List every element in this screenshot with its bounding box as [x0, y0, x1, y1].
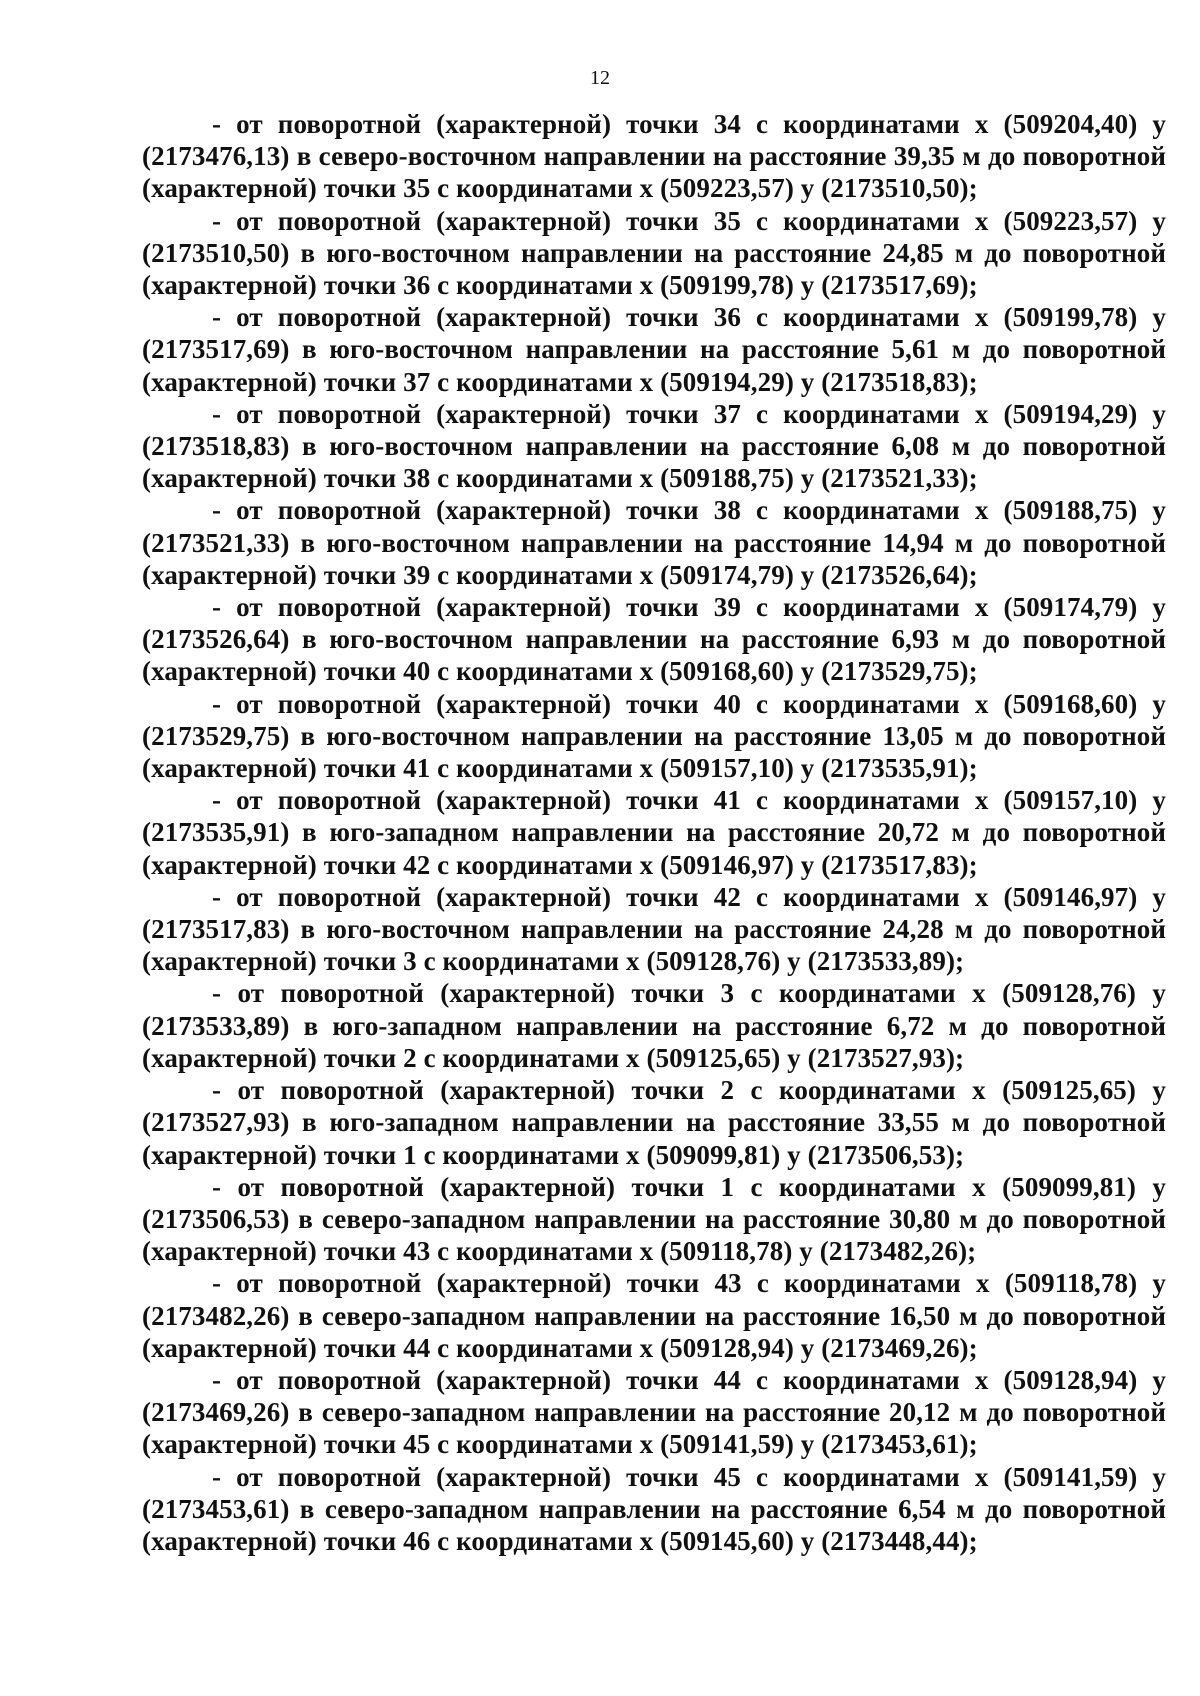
boundary-paragraph: - от поворотной (характерной) точки 42 с координатами х (509146,97) у (2173517,83) в юго-восточном направлении на расстояние 24,28 м до поворотной (характерной) точки 3 с координатами х (509128,76) у (2173533,89); — [142, 881, 1166, 977]
boundary-paragraph: - от поворотной (характерной) точки 35 с координатами х (509223,57) у (2173510,50) в юго-восточном направлении на расстояние 24,85 м до поворотной (характерной) точки 36 с координатами х (509199,78) у (2173517,69); — [142, 205, 1166, 301]
boundary-paragraph: - от поворотной (характерной) точки 45 с координатами х (509141,59) у (2173453,61) в северо-западном направлении на расстояние 6,54 м до поворотной (характерной) точки 46 с координатами х (509145,60) у (2173448,44); — [142, 1461, 1166, 1556]
boundary-paragraph: - от поворотной (характерной) точки 36 с координатами х (509199,78) у (2173517,69) в юго-восточном направлении на расстояние 5,61 м до поворотной (характерной) точки 37 с координатами х (509194,29) у (2173518,83); — [142, 302, 1166, 397]
boundary-paragraph: - от поворотной (характерной) точки 34 с координатами х (509204,40) у (2173476,13) в северо-восточном направлении на расстояние 39,35 м до поворотной (характерной) точки 35 с координатами х (509223,57) у (2173510,50); — [142, 109, 1166, 204]
boundary-paragraph: - от поворотной (характерной) точки 39 с координатами х (509174,79) у (2173526,64) в юго-восточном направлении на расстояние 6,93 м до поворотной (характерной) точки 40 с координатами х (509168,60) у (2173529,75); — [142, 592, 1166, 687]
boundary-paragraph: - от поворотной (характерной) точки 3 с координатами х (509128,76) у (2173533,89) в юго-западном направлении на расстояние 6,72 м до поворотной (характерной) точки 2 с координатами х (509125,65) у (2173527,93); — [142, 978, 1166, 1073]
boundary-paragraph: - от поворотной (характерной) точки 43 с координатами х (509118,78) у (2173482,26) в северо-западном направлении на расстояние 16,50 м до поворотной (характерной) точки 44 с координатами х (509128,94) у (2173469,26); — [142, 1268, 1166, 1363]
boundary-paragraph: - от поворотной (характерной) точки 2 с координатами х (509125,65) у (2173527,93) в юго-западном направлении на расстояние 33,55 м до поворотной (характерной) точки 1 с координатами х (509099,81) у (2173506,53); — [142, 1075, 1166, 1170]
boundary-paragraph: - от поворотной (характерной) точки 40 с координатами х (509168,60) у (2173529,75) в юго-восточном направлении на расстояние 13,05 м до поворотной (характерной) точки 41 с координатами х (509157,10) у (2173535,91); — [142, 688, 1166, 784]
boundary-paragraph: - от поворотной (характерной) точки 1 с координатами х (509099,81) у (2173506,53) в северо-западном направлении на расстояние 30,80 м до поворотной (характерной) точки 43 с координатами х (509118,78) у (2173482,26); — [142, 1171, 1166, 1267]
boundary-paragraph: - от поворотной (характерной) точки 41 с координатами х (509157,10) у (2173535,91) в юго-западном направлении на расстояние 20,72 м до поворотной (характерной) точки 42 с координатами х (509146,97) у (2173517,83); — [142, 785, 1166, 880]
page-number: 12 — [590, 67, 610, 89]
boundary-paragraph: - от поворотной (характерной) точки 38 с координатами х (509188,75) у (2173521,33) в юго-восточном направлении на расстояние 14,94 м до поворотной (характерной) точки 39 с координатами х (509174,79) у (2173526,64); — [142, 495, 1166, 590]
boundary-paragraph: - от поворотной (характерной) точки 44 с координатами х (509128,94) у (2173469,26) в северо-западном направлении на расстояние 20,12 м до поворотной (характерной) точки 45 с координатами х (509141,59) у (2173453,61); — [142, 1364, 1166, 1460]
document-body — [142, 108, 1166, 1557]
boundary-paragraph: - от поворотной (характерной) точки 37 с координатами х (509194,29) у (2173518,83) в юго-восточном направлении на расстояние 6,08 м до поворотной (характерной) точки 38 с координатами х (509188,75) у (2173521,33); — [142, 398, 1166, 494]
